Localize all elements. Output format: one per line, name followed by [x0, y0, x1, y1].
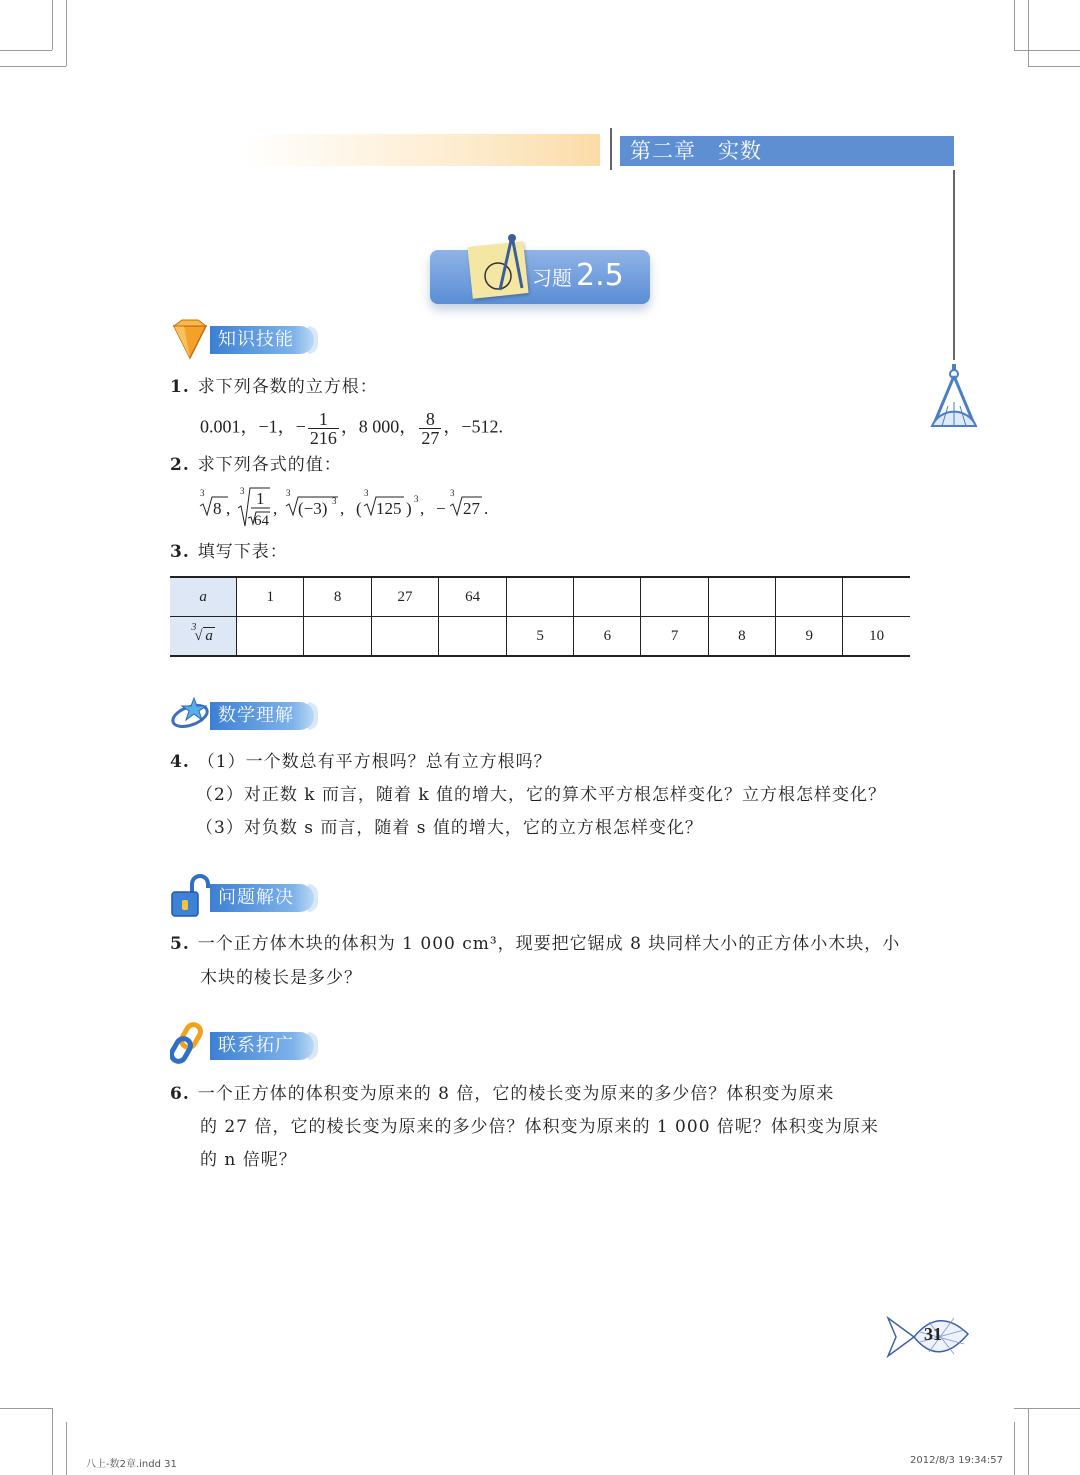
crop-mark: [1014, 1422, 1015, 1475]
margin-line: [953, 170, 955, 360]
math-text: ，−512.: [443, 416, 503, 437]
star-orbit-icon: [170, 692, 214, 736]
section-understanding: [170, 700, 320, 730]
math-text: 0.001，−1，−: [200, 416, 306, 437]
svg-text:3: 3: [240, 486, 245, 496]
svg-text:27: 27: [463, 499, 480, 518]
denominator: 27: [421, 428, 440, 448]
crop-mark: [1014, 1408, 1080, 1409]
table-cell: [439, 617, 507, 657]
svg-text:1: 1: [256, 489, 265, 508]
svg-text:,: ,: [420, 499, 425, 518]
footer-file: 八上-数2章.indd 31: [86, 1459, 177, 1470]
table-cell: 1: [237, 577, 304, 617]
svg-text:3: 3: [414, 494, 419, 504]
svg-text:3: 3: [286, 488, 291, 498]
exercise-number: 2.5: [576, 258, 624, 293]
svg-text:): ): [406, 499, 412, 518]
crop-mark: [0, 66, 66, 67]
table-cell: [641, 577, 708, 617]
question-text: 填写下表：: [197, 542, 288, 562]
crop-mark: [66, 0, 67, 66]
crop-mark: [1028, 1408, 1029, 1475]
question-number: 4.: [170, 752, 190, 772]
section-extension-label: 联系拓广: [218, 1035, 294, 1056]
svg-text:(−3): (−3): [298, 499, 328, 518]
table-header-cell: a: [170, 577, 237, 617]
table-cell: 64: [439, 577, 507, 617]
svg-text:,: ,: [226, 499, 231, 518]
crop-mark: [1028, 0, 1029, 66]
question-1: [170, 375, 378, 399]
section-skills: [170, 324, 320, 354]
table-cell: 7: [641, 617, 708, 657]
table-cell: 6: [574, 617, 641, 657]
table-cell: [371, 617, 439, 657]
question-2-expressions: [198, 484, 518, 530]
cube-root-a: 3 √ a: [191, 621, 213, 644]
table-row: [170, 577, 910, 617]
unlocked-padlock-icon: [170, 874, 214, 918]
question-5: [170, 932, 900, 956]
question-number: 5.: [170, 934, 190, 954]
question-4-part-3: （3）对负数 s 而言，随着 s 值的增大，它的立方根怎样变化？: [196, 818, 703, 838]
question-5-line-2: 木块的棱长是多少？: [200, 968, 362, 988]
table-cell: 10: [843, 617, 910, 657]
table-cell: [506, 577, 573, 617]
cube-root-table: [170, 576, 910, 657]
question-text: 一个正方体的体积变为原来的 8 倍，它的棱长变为原来的多少倍？体积变为原来: [197, 1084, 835, 1104]
crop-mark: [1014, 0, 1015, 50]
table-row: [170, 617, 910, 657]
footer-timestamp: 2012/8/3 19:34:57: [910, 1455, 1004, 1466]
svg-text:8: 8: [213, 499, 222, 518]
table-cell: 27: [371, 577, 439, 617]
crop-mark: [0, 50, 52, 51]
svg-text:3: 3: [450, 488, 455, 498]
chapter-title: 实数: [718, 139, 762, 163]
question-3: [170, 540, 288, 564]
crop-mark: [66, 1422, 67, 1475]
compass-drawing-icon: [482, 232, 526, 296]
numerator: 8: [419, 410, 441, 429]
chapter-header: [620, 136, 954, 166]
exercise-title: [532, 256, 624, 298]
chain-link-icon: [170, 1022, 214, 1066]
question-number: 3.: [170, 542, 190, 562]
question-4-part-2: （2）对正数 k 而言，随着 k 值的增大，它的算术平方根怎样变化？立方根怎样变化？: [196, 785, 887, 805]
svg-text:3: 3: [332, 496, 337, 506]
question-number: 2.: [170, 455, 190, 475]
svg-text:125: 125: [376, 499, 402, 518]
table-cell: 5: [506, 617, 573, 657]
crop-mark: [1014, 50, 1080, 51]
svg-text:3: 3: [364, 488, 369, 498]
svg-text:−: −: [436, 499, 446, 518]
fraction: [308, 410, 339, 447]
exercise-label: 习题: [532, 266, 572, 290]
svg-text:(: (: [356, 499, 362, 518]
section-extension: [170, 1030, 320, 1060]
table-cell: 8: [304, 577, 371, 617]
crop-mark: [0, 1408, 52, 1409]
table-cell: [237, 617, 304, 657]
question-number: 1.: [170, 377, 190, 397]
section-skills-label: 知识技能: [218, 329, 294, 350]
header-gradient: [245, 134, 600, 166]
question-1-numbers: [200, 410, 503, 447]
table-cell: [776, 577, 843, 617]
numerator: 1: [308, 410, 339, 429]
crop-mark: [52, 0, 53, 50]
table-cell: 9: [776, 617, 843, 657]
table-cell: [304, 617, 371, 657]
diamond-icon: [170, 316, 214, 360]
header-divider: [610, 128, 612, 170]
page-number: 31: [924, 1324, 942, 1344]
fraction: [419, 410, 441, 447]
section-problem-solving-label: 问题解决: [218, 887, 294, 908]
svg-text:.: .: [484, 499, 489, 518]
svg-text:,: ,: [340, 499, 345, 518]
question-6: [170, 1082, 834, 1106]
question-6-line-3: 的 n 倍呢？: [200, 1150, 297, 1170]
question-4: [170, 750, 552, 774]
question-2: [170, 453, 342, 477]
section-understanding-label: 数学理解: [218, 705, 294, 726]
compass-icon: [928, 362, 980, 432]
question-text: 一个正方体木块的体积为 1 000 cm³，现要把它锯成 8 块同样大小的正方体小木块，小: [197, 934, 901, 954]
question-6-line-2: 的 27 倍，它的棱长变为原来的多少倍？体积变为原来的 1 000 倍呢？体积变为原来: [200, 1117, 879, 1137]
math-text: ，8 000，: [340, 416, 418, 437]
svg-text:,: ,: [273, 499, 278, 518]
crop-mark: [1028, 66, 1080, 67]
svg-text:64: 64: [254, 513, 269, 529]
section-problem-solving: [170, 882, 320, 912]
table-cell: 8: [708, 617, 775, 657]
question-text: 求下列各数的立方根：: [197, 377, 378, 397]
question-number: 6.: [170, 1084, 190, 1104]
table-cell: [708, 577, 775, 617]
table-header-cell: [170, 617, 237, 657]
denominator: 216: [309, 428, 337, 448]
crop-mark: [52, 1408, 53, 1475]
question-text: 求下列各式的值：: [197, 455, 342, 475]
table-cell: [574, 577, 641, 617]
question-part: （1）一个数总有平方根吗？总有立方根吗？: [197, 752, 552, 772]
table-cell: [843, 577, 910, 617]
svg-text:3: 3: [200, 488, 205, 498]
chapter-number: 第二章: [630, 139, 696, 163]
radicand: a: [205, 627, 213, 644]
